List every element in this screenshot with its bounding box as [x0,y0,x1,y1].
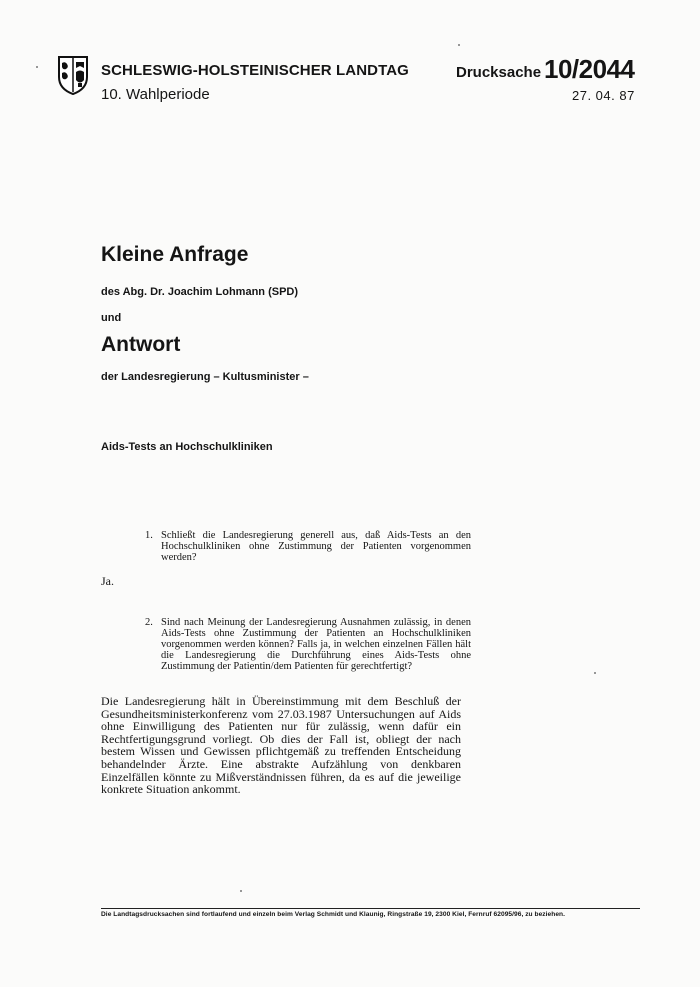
conjunction: und [101,312,122,324]
topic-heading: Aids-Tests an Hochschulkliniken [101,441,273,453]
scan-speck [240,890,242,892]
term-label: 10. Wahlperiode [101,86,210,103]
answer-text: Die Landesregierung hält in Übereinstimmung mit dem Beschluß der Gesundheitsministerkonferenz vom 27.03.1987 Untersuchungen auf Aids ohne Einwilligung des Patienten nur für zulässig, wenn dafür ein Rechtfertigungsgrund vorliegt. Ob dies der Fall ist, obliegt der nach bestem Wissen und Gewissen pflichtgemäß zu treffenden Entscheidung behandelnder Ärzte. Eine abstrakte Aufzählung von denkbaren Einzelfällen könnte zu Mißverständnissen führen, da es auf die jeweilige konkrete Situation ankommt. [101,694,461,797]
question-text: Schließt die Landesregierung generell aus, daß Aids-Tests an den Hochschulkliniken ohne Zustimmung der Patienten vorgenommen werden? [161,530,471,563]
question-number: 1. [145,530,153,541]
question-number: 2. [145,617,153,628]
footer-note: Die Landtagsdrucksachen sind fortlaufend und einzeln beim Verlag Schmidt und Klaunig, Ringstraße 19, 2300 Kiel, Fernruf 62095/96, zu beziehen. [101,911,566,918]
document-number: 10/2044 [544,54,635,84]
state-coat-of-arms-icon [57,55,89,95]
document-date: 27. 04. 87 [572,88,635,103]
author-line: des Abg. Dr. Joachim Lohmann (SPD) [101,286,299,298]
question-text: Sind nach Meinung der Landesregierung Ausnahmen zulässig, in denen Aids-Tests ohne Zustimmung der Patienten an Hochschulkliniken vorgenommen werden können? Falls ja, in welchen einzelnen Fällen hält die Landesregierung die Durchführung eines Aids-Tests ohne Zustimmung der Patientin/dem Patienten für gerechtfertigt? [161,617,471,672]
answer-by: der Landesregierung – Kultusminister – [101,371,309,383]
page-title: Kleine Anfrage [101,243,249,266]
scan-speck [594,672,596,674]
footer-divider [101,908,640,909]
answer-text: Ja. [101,574,114,588]
scan-speck [458,44,460,46]
document-label: Drucksache [456,64,542,81]
scan-speck [36,66,38,68]
parliament-name: SCHLESWIG-HOLSTEINISCHER LANDTAG [101,62,409,79]
answer-title: Antwort [101,333,181,356]
